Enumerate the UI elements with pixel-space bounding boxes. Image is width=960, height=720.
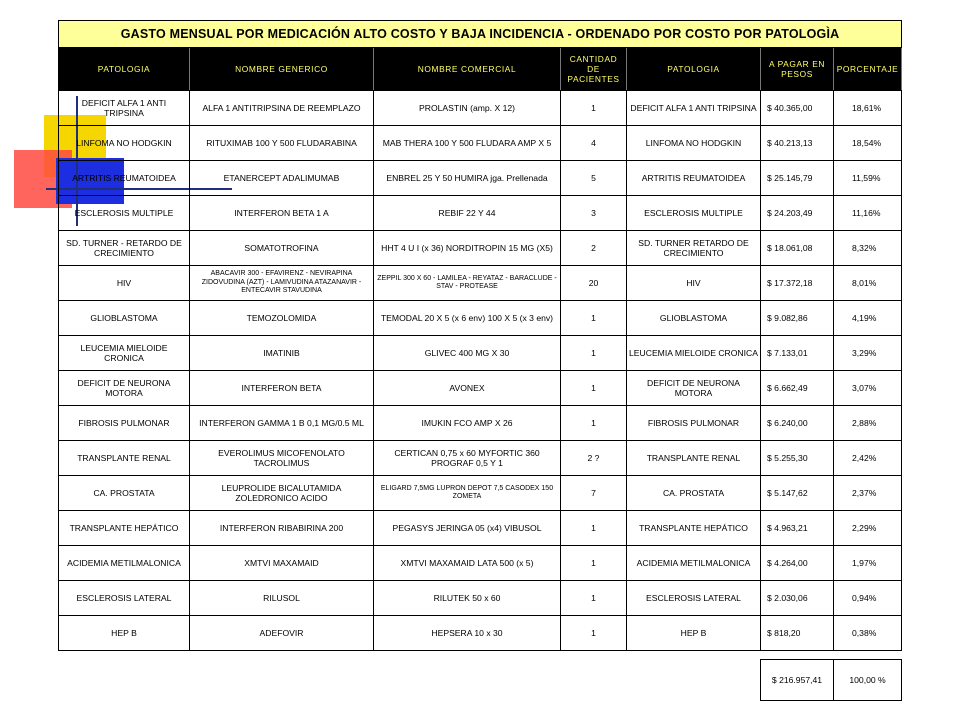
cell-porcentaje: 18,61% [834, 91, 902, 126]
cell-nombre-generico: SOMATOTROFINA [190, 231, 374, 266]
cost-table-container [58, 20, 901, 701]
cell-patologia-2: TRANSPLANTE HEPÁTICO [627, 511, 761, 546]
cell-cantidad: 3 [561, 196, 627, 231]
cell-patologia-2: ARTRITIS REUMATOIDEA [627, 161, 761, 196]
header-nombre-comercial: NOMBRE COMERCIAL [374, 48, 561, 91]
cell-porcentaje: 0,94% [834, 581, 902, 616]
cell-nombre-comercial: IMUKIN FCO AMP X 26 [374, 406, 561, 441]
cell-patologia-2: DEFICIT DE NEURONA MOTORA [627, 371, 761, 406]
cell-patologia: TRANSPLANTE RENAL [59, 441, 190, 476]
table-row [59, 231, 902, 266]
cell-a-pagar: $ 5.147,62 [761, 476, 834, 511]
table-row [59, 266, 902, 301]
cell-a-pagar: $ 17.372,18 [761, 266, 834, 301]
table-body [59, 91, 902, 651]
table-row [59, 581, 902, 616]
cell-patologia: ESCLEROSIS LATERAL [59, 581, 190, 616]
cell-nombre-generico: ABACAVIR 300 - EFAVIRENZ - NEVIRAPINA ZIDOVUDINA (AZT) - LAMIVUDINA ATAZANAVIR - ENTECAVIR STAVUDINA [190, 266, 374, 301]
cell-nombre-generico: IMATINIB [190, 336, 374, 371]
cell-nombre-comercial: XMTVI MAXAMAID LATA 500 (x 5) [374, 546, 561, 581]
cell-a-pagar: $ 6.662,49 [761, 371, 834, 406]
cell-porcentaje: 8,32% [834, 231, 902, 266]
cell-porcentaje: 3,29% [834, 336, 902, 371]
cell-cantidad: 1 [561, 336, 627, 371]
cell-patologia-2: HIV [627, 266, 761, 301]
cell-porcentaje: 11,59% [834, 161, 902, 196]
cell-cantidad: 20 [561, 266, 627, 301]
cell-a-pagar: $ 24.203,49 [761, 196, 834, 231]
cell-nombre-generico: ADEFOVIR [190, 616, 374, 651]
cell-cantidad: 1 [561, 91, 627, 126]
cell-cantidad: 1 [561, 301, 627, 336]
table-row [59, 546, 902, 581]
cell-patologia: DEFICIT DE NEURONA MOTORA [59, 371, 190, 406]
cell-patologia: GLIOBLASTOMA [59, 301, 190, 336]
cell-patologia: LEUCEMIA MIELOIDE CRONICA [59, 336, 190, 371]
cell-patologia-2: FIBROSIS PULMONAR [627, 406, 761, 441]
cell-nombre-comercial: CERTICAN 0,75 x 60 MYFORTIC 360 PROGRAF 0,5 Y 1 [374, 441, 561, 476]
cell-patologia-2: TRANSPLANTE RENAL [627, 441, 761, 476]
table-row [59, 301, 902, 336]
cell-nombre-comercial: MAB THERA 100 Y 500 FLUDARA AMP X 5 [374, 126, 561, 161]
table-row [59, 161, 902, 196]
cell-patologia: ESCLEROSIS MULTIPLE [59, 196, 190, 231]
cell-nombre-comercial: RILUTEK 50 x 60 [374, 581, 561, 616]
cell-patologia: FIBROSIS PULMONAR [59, 406, 190, 441]
cell-porcentaje: 2,88% [834, 406, 902, 441]
cell-patologia-2: DEFICIT ALFA 1 ANTI TRIPSINA [627, 91, 761, 126]
cell-a-pagar: $ 5.255,30 [761, 441, 834, 476]
cell-cantidad: 1 [561, 371, 627, 406]
cell-nombre-comercial: GLIVEC 400 MG X 30 [374, 336, 561, 371]
cell-nombre-comercial: ENBREL 25 Y 50 HUMIRA jga. Prellenada [374, 161, 561, 196]
cell-porcentaje: 8,01% [834, 266, 902, 301]
cell-patologia-2: SD. TURNER RETARDO DE CRECIMIENTO [627, 231, 761, 266]
cell-nombre-generico: RITUXIMAB 100 Y 500 FLUDARABINA [190, 126, 374, 161]
header-porcentaje: PORCENTAJE [834, 48, 902, 91]
cell-a-pagar: $ 9.082,86 [761, 301, 834, 336]
cell-cantidad: 1 [561, 546, 627, 581]
cell-patologia: SD. TURNER - RETARDO DE CRECIMIENTO [59, 231, 190, 266]
cell-patologia: ACIDEMIA METILMALONICA [59, 546, 190, 581]
table-row [59, 91, 902, 126]
table-row [59, 441, 902, 476]
cell-nombre-comercial: PROLASTIN (amp. X 12) [374, 91, 561, 126]
cell-nombre-generico: INTERFERON BETA 1 A [190, 196, 374, 231]
cell-a-pagar: $ 6.240,00 [761, 406, 834, 441]
cell-nombre-comercial: REBIF 22 Y 44 [374, 196, 561, 231]
table-row [59, 476, 902, 511]
table-row [59, 406, 902, 441]
cell-nombre-comercial: ZEPPIL 300 X 60 - LAMILEA - REYATAZ - BARACLUDE - STAV - PROTEASE [374, 266, 561, 301]
cell-porcentaje: 2,42% [834, 441, 902, 476]
cell-a-pagar: $ 18.061,08 [761, 231, 834, 266]
header-nombre-generico: NOMBRE GENERICO [190, 48, 374, 91]
cell-cantidad: 7 [561, 476, 627, 511]
cell-patologia-2: LEUCEMIA MIELOIDE CRONICA [627, 336, 761, 371]
cell-patologia: TRANSPLANTE HEPÁTICO [59, 511, 190, 546]
cell-patologia: DEFICIT ALFA 1 ANTI TRIPSINA [59, 91, 190, 126]
cell-a-pagar: $ 40.213,13 [761, 126, 834, 161]
cell-patologia: HEP B [59, 616, 190, 651]
cell-cantidad: 1 [561, 511, 627, 546]
cell-nombre-generico: LEUPROLIDE BICALUTAMIDA ZOLEDRONICO ACIDO [190, 476, 374, 511]
cell-cantidad: 1 [561, 406, 627, 441]
cell-a-pagar: $ 4.963,21 [761, 511, 834, 546]
cell-nombre-comercial: HHT 4 U I (x 36) NORDITROPIN 15 MG (X5) [374, 231, 561, 266]
cell-nombre-generico: TEMOZOLOMIDA [190, 301, 374, 336]
cell-a-pagar: $ 2.030,06 [761, 581, 834, 616]
total-porcentaje: 100,00 % [834, 660, 902, 701]
cell-nombre-generico: INTERFERON RIBABIRINA 200 [190, 511, 374, 546]
cell-nombre-comercial: PEGASYS JERINGA 05 (x4) VIBUSOL [374, 511, 561, 546]
cell-nombre-generico: INTERFERON GAMMA 1 B 0,1 MG/0.5 ML [190, 406, 374, 441]
cell-cantidad: 1 [561, 616, 627, 651]
cell-a-pagar: $ 25.145,79 [761, 161, 834, 196]
cell-patologia: ARTRITIS REUMATOIDEA [59, 161, 190, 196]
table-row [59, 371, 902, 406]
total-a-pagar: $ 216.957,41 [761, 660, 834, 701]
cell-nombre-generico: ALFA 1 ANTITRIPSINA DE REEMPLAZO [190, 91, 374, 126]
cell-nombre-comercial: HEPSERA 10 x 30 [374, 616, 561, 651]
cell-nombre-generico: INTERFERON BETA [190, 371, 374, 406]
table-row [59, 336, 902, 371]
cell-patologia-2: GLIOBLASTOMA [627, 301, 761, 336]
cell-cantidad: 5 [561, 161, 627, 196]
cell-cantidad: 2 [561, 231, 627, 266]
cell-porcentaje: 0,38% [834, 616, 902, 651]
cell-a-pagar: $ 40.365,00 [761, 91, 834, 126]
table-row [59, 126, 902, 161]
cell-a-pagar: $ 818,20 [761, 616, 834, 651]
cell-cantidad: 1 [561, 581, 627, 616]
cell-porcentaje: 11,16% [834, 196, 902, 231]
cell-porcentaje: 18,54% [834, 126, 902, 161]
cell-patologia: LINFOMA NO HODGKIN [59, 126, 190, 161]
cell-porcentaje: 2,37% [834, 476, 902, 511]
spacer [59, 651, 902, 660]
cell-nombre-comercial: TEMODAL 20 X 5 (x 6 env) 100 X 5 (x 3 env) [374, 301, 561, 336]
cell-nombre-generico: RILUSOL [190, 581, 374, 616]
total-blank [59, 660, 761, 701]
header-a-pagar: A PAGAR EN PESOS [761, 48, 834, 91]
table-row [59, 511, 902, 546]
cell-nombre-comercial: AVONEX [374, 371, 561, 406]
cell-patologia: CA. PROSTATA [59, 476, 190, 511]
cell-nombre-generico: XMTVI MAXAMAID [190, 546, 374, 581]
cell-nombre-comercial: ELIGARD 7,5MG LUPRON DEPOT 7,5 CASODEX 150 ZOMETA [374, 476, 561, 511]
table-row [59, 616, 902, 651]
cell-porcentaje: 4,19% [834, 301, 902, 336]
header-patologia-2: PATOLOGIA [627, 48, 761, 91]
cell-a-pagar: $ 7.133,01 [761, 336, 834, 371]
cell-patologia-2: LINFOMA NO HODGKIN [627, 126, 761, 161]
cell-nombre-generico: EVEROLIMUS MICOFENOLATO TACROLIMUS [190, 441, 374, 476]
table-title: GASTO MENSUAL POR MEDICACIÓN ALTO COSTO Y BAJA INCIDENCIA - ORDENADO POR COSTO POR PATOLOGÌA [59, 21, 902, 48]
cell-cantidad: 4 [561, 126, 627, 161]
cell-porcentaje: 3,07% [834, 371, 902, 406]
cell-patologia-2: ESCLEROSIS MULTIPLE [627, 196, 761, 231]
cell-patologia: HIV [59, 266, 190, 301]
cell-patologia-2: HEP B [627, 616, 761, 651]
cell-porcentaje: 2,29% [834, 511, 902, 546]
cell-porcentaje: 1,97% [834, 546, 902, 581]
header-cantidad-pacientes: CANTIDAD DE PACIENTES [561, 48, 627, 91]
header-patologia: PATOLOGIA [59, 48, 190, 91]
cell-patologia-2: CA. PROSTATA [627, 476, 761, 511]
cell-nombre-generico: ETANERCEPT ADALIMUMAB [190, 161, 374, 196]
table-row [59, 196, 902, 231]
cell-patologia-2: ACIDEMIA METILMALONICA [627, 546, 761, 581]
cost-table [58, 20, 902, 701]
cell-a-pagar: $ 4.264,00 [761, 546, 834, 581]
cell-cantidad: 2 ? [561, 441, 627, 476]
cell-patologia-2: ESCLEROSIS LATERAL [627, 581, 761, 616]
